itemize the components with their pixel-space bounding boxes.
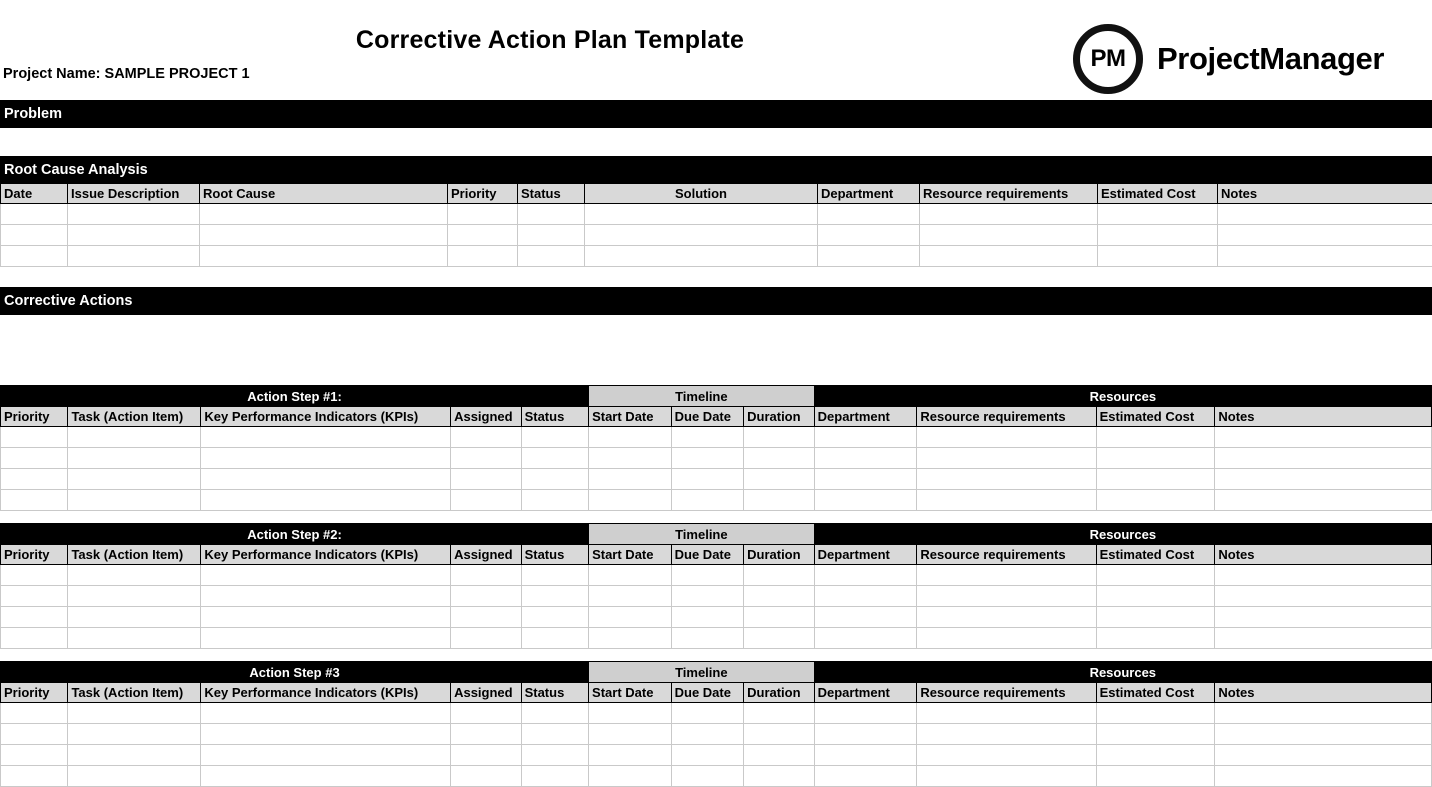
cell-notes[interactable] xyxy=(1215,469,1432,490)
cell-priority[interactable] xyxy=(1,469,68,490)
cell-solution[interactable] xyxy=(585,225,818,246)
cell-issue-description[interactable] xyxy=(68,204,200,225)
col-issue-description: Issue Description xyxy=(68,184,200,204)
cell-department[interactable] xyxy=(814,607,917,628)
cell-status[interactable] xyxy=(521,490,589,511)
cell-estimated-cost[interactable] xyxy=(1096,607,1215,628)
cell-estimated-cost[interactable] xyxy=(1096,724,1215,745)
cell-notes[interactable] xyxy=(1215,766,1432,787)
cell-solution[interactable] xyxy=(585,246,818,267)
cell-status[interactable] xyxy=(521,703,588,724)
col-department: Department xyxy=(814,407,917,427)
cell-assigned[interactable] xyxy=(451,607,521,628)
cell-department[interactable] xyxy=(814,628,917,649)
cell-kpis[interactable] xyxy=(201,628,451,649)
cell-start-date[interactable] xyxy=(589,448,672,469)
cell-estimated-cost[interactable] xyxy=(1098,246,1218,267)
cell-department[interactable] xyxy=(814,448,917,469)
action-step-title: Action Step #2: xyxy=(1,524,589,545)
cell-status[interactable] xyxy=(521,766,588,787)
cell-start-date[interactable] xyxy=(589,724,672,745)
col-status: Status xyxy=(521,545,589,565)
action-step-3-table xyxy=(0,661,1432,787)
cell-status[interactable] xyxy=(521,724,588,745)
cell-assigned[interactable] xyxy=(451,724,521,745)
cell-assigned[interactable] xyxy=(451,565,521,586)
cell-date[interactable] xyxy=(1,246,68,267)
cell-kpis[interactable] xyxy=(201,745,451,766)
cell-resource-requirements[interactable] xyxy=(917,724,1096,745)
cell-assigned[interactable] xyxy=(451,490,521,511)
spacer xyxy=(0,511,1432,523)
col-notes: Notes xyxy=(1215,407,1432,427)
cell-status[interactable] xyxy=(521,469,589,490)
cell-resource-requirements[interactable] xyxy=(920,246,1098,267)
cell-notes[interactable] xyxy=(1215,745,1432,766)
cell-kpis[interactable] xyxy=(201,490,451,511)
cell-estimated-cost[interactable] xyxy=(1096,586,1215,607)
spacer xyxy=(0,649,1432,661)
cell-estimated-cost[interactable] xyxy=(1096,448,1215,469)
col-duration: Duration xyxy=(744,545,815,565)
table-header-row xyxy=(1,545,1432,565)
cell-task[interactable] xyxy=(68,490,201,511)
cell-status[interactable] xyxy=(521,607,589,628)
cell-issue-description[interactable] xyxy=(68,225,200,246)
cell-start-date[interactable] xyxy=(589,586,672,607)
cell-duration[interactable] xyxy=(744,427,815,448)
cell-task[interactable] xyxy=(68,724,201,745)
col-duration: Duration xyxy=(744,407,815,427)
group-resources: Resources xyxy=(814,524,1431,545)
action-step-group-row xyxy=(1,524,1432,545)
cell-estimated-cost[interactable] xyxy=(1096,469,1215,490)
col-duration: Duration xyxy=(744,683,815,703)
cell-status[interactable] xyxy=(518,246,585,267)
col-resource-requirements: Resource requirements xyxy=(917,545,1096,565)
col-resource-requirements: Resource requirements xyxy=(917,407,1096,427)
cell-start-date[interactable] xyxy=(589,703,672,724)
col-notes: Notes xyxy=(1215,683,1432,703)
table-row[interactable] xyxy=(1,766,1432,787)
page-title: Corrective Action Plan Template xyxy=(0,26,1100,55)
cell-assigned[interactable] xyxy=(451,745,521,766)
col-assigned: Assigned xyxy=(451,545,521,565)
cell-resource-requirements[interactable] xyxy=(917,766,1096,787)
table-header-row xyxy=(1,683,1432,703)
table-row[interactable] xyxy=(1,745,1432,766)
cell-task[interactable] xyxy=(68,469,201,490)
cell-notes[interactable] xyxy=(1218,204,1432,225)
cell-kpis[interactable] xyxy=(201,586,451,607)
col-notes: Notes xyxy=(1218,184,1432,204)
cell-resource-requirements[interactable] xyxy=(917,607,1096,628)
table-row[interactable] xyxy=(1,204,1432,225)
col-due-date: Due Date xyxy=(671,407,743,427)
cell-duration[interactable] xyxy=(744,766,815,787)
col-kpis: Key Performance Indicators (KPIs) xyxy=(201,683,451,703)
cell-duration[interactable] xyxy=(744,490,815,511)
cell-status[interactable] xyxy=(521,628,589,649)
cell-department[interactable] xyxy=(814,724,917,745)
col-root-cause: Root Cause xyxy=(200,184,448,204)
cell-due-date[interactable] xyxy=(671,703,744,724)
cell-due-date[interactable] xyxy=(671,607,743,628)
table-row[interactable] xyxy=(1,724,1432,745)
cell-task[interactable] xyxy=(68,766,201,787)
cell-notes[interactable] xyxy=(1215,565,1432,586)
col-status: Status xyxy=(521,683,588,703)
cell-due-date[interactable] xyxy=(671,745,744,766)
cell-department[interactable] xyxy=(814,565,917,586)
cell-duration[interactable] xyxy=(744,469,815,490)
cell-resource-requirements[interactable] xyxy=(917,628,1096,649)
table-row[interactable] xyxy=(1,586,1432,607)
cell-duration[interactable] xyxy=(744,628,815,649)
section-problem: Problem xyxy=(0,100,1432,128)
col-solution: Solution xyxy=(585,184,818,204)
table-row[interactable] xyxy=(1,246,1432,267)
cell-notes[interactable] xyxy=(1215,607,1432,628)
cell-department[interactable] xyxy=(818,225,920,246)
cell-resource-requirements[interactable] xyxy=(917,427,1096,448)
cell-start-date[interactable] xyxy=(589,490,672,511)
cell-duration[interactable] xyxy=(744,586,815,607)
cell-kpis[interactable] xyxy=(201,469,451,490)
pm-circle-icon: PM xyxy=(1073,24,1143,94)
cell-status[interactable] xyxy=(521,427,589,448)
cell-due-date[interactable] xyxy=(671,427,743,448)
cell-status[interactable] xyxy=(518,204,585,225)
action-step-title: Action Step #3 xyxy=(1,662,589,683)
cell-priority[interactable] xyxy=(448,225,518,246)
cell-task[interactable] xyxy=(68,745,201,766)
cell-due-date[interactable] xyxy=(671,628,743,649)
cell-estimated-cost[interactable] xyxy=(1096,490,1215,511)
cell-root-cause[interactable] xyxy=(200,246,448,267)
group-timeline: Timeline xyxy=(589,524,815,545)
cell-estimated-cost[interactable] xyxy=(1096,628,1215,649)
cell-resource-requirements[interactable] xyxy=(917,490,1096,511)
cell-task[interactable] xyxy=(68,565,201,586)
col-resource-requirements: Resource requirements xyxy=(917,683,1096,703)
cell-notes[interactable] xyxy=(1218,225,1432,246)
cell-duration[interactable] xyxy=(744,745,815,766)
table-row[interactable] xyxy=(1,225,1432,246)
col-start-date: Start Date xyxy=(589,545,672,565)
col-due-date: Due Date xyxy=(671,545,743,565)
table-row[interactable] xyxy=(1,565,1432,586)
cell-priority[interactable] xyxy=(1,448,68,469)
cell-department[interactable] xyxy=(814,766,917,787)
cell-task[interactable] xyxy=(68,703,201,724)
cell-status[interactable] xyxy=(521,745,588,766)
cell-date[interactable] xyxy=(1,225,68,246)
cell-estimated-cost[interactable] xyxy=(1096,565,1215,586)
col-start-date: Start Date xyxy=(589,683,672,703)
cell-department[interactable] xyxy=(814,427,917,448)
cell-duration[interactable] xyxy=(744,703,815,724)
action-step-group-row xyxy=(1,662,1432,683)
col-resource-requirements: Resource requirements xyxy=(920,184,1098,204)
cell-department[interactable] xyxy=(814,745,917,766)
cell-priority[interactable] xyxy=(1,724,68,745)
cell-resource-requirements[interactable] xyxy=(917,565,1096,586)
cell-assigned[interactable] xyxy=(451,469,521,490)
cell-priority[interactable] xyxy=(448,204,518,225)
cell-due-date[interactable] xyxy=(671,766,744,787)
cell-priority[interactable] xyxy=(1,586,68,607)
cell-task[interactable] xyxy=(68,448,201,469)
col-due-date: Due Date xyxy=(671,683,744,703)
cell-status[interactable] xyxy=(521,565,589,586)
action-step-title: Action Step #1: xyxy=(1,386,589,407)
cell-estimated-cost[interactable] xyxy=(1096,745,1215,766)
cell-start-date[interactable] xyxy=(589,607,672,628)
cell-task[interactable] xyxy=(68,607,201,628)
col-estimated-cost: Estimated Cost xyxy=(1096,407,1215,427)
project-name-label: Project Name: SAMPLE PROJECT 1 xyxy=(3,66,250,82)
cell-resource-requirements[interactable] xyxy=(917,586,1096,607)
table-header-row xyxy=(1,407,1432,427)
cell-department[interactable] xyxy=(818,246,920,267)
table-row[interactable] xyxy=(1,490,1432,511)
brand-logo xyxy=(1073,24,1384,94)
col-priority: Priority xyxy=(448,184,518,204)
cell-kpis[interactable] xyxy=(201,565,451,586)
table-row[interactable] xyxy=(1,427,1432,448)
cell-duration[interactable] xyxy=(744,448,815,469)
cell-department[interactable] xyxy=(814,586,917,607)
col-status: Status xyxy=(518,184,585,204)
col-kpis: Key Performance Indicators (KPIs) xyxy=(201,407,451,427)
col-start-date: Start Date xyxy=(589,407,672,427)
group-timeline: Timeline xyxy=(589,662,815,683)
cell-priority[interactable] xyxy=(1,766,68,787)
cell-notes[interactable] xyxy=(1218,246,1432,267)
table-row[interactable] xyxy=(1,628,1432,649)
cell-kpis[interactable] xyxy=(201,607,451,628)
cell-estimated-cost[interactable] xyxy=(1098,225,1218,246)
cell-notes[interactable] xyxy=(1215,490,1432,511)
cell-priority[interactable] xyxy=(1,427,68,448)
cell-status[interactable] xyxy=(518,225,585,246)
cell-due-date[interactable] xyxy=(671,586,743,607)
cell-assigned[interactable] xyxy=(451,586,521,607)
root-cause-table xyxy=(0,184,1432,267)
cell-due-date[interactable] xyxy=(671,490,743,511)
table-header-row xyxy=(1,184,1432,204)
cell-priority[interactable] xyxy=(1,490,68,511)
cell-start-date[interactable] xyxy=(589,628,672,649)
col-estimated-cost: Estimated Cost xyxy=(1096,545,1215,565)
section-corrective-actions: Corrective Actions xyxy=(0,287,1432,315)
spacer xyxy=(0,315,1432,385)
col-priority: Priority xyxy=(1,683,68,703)
cell-resource-requirements[interactable] xyxy=(917,745,1096,766)
cell-notes[interactable] xyxy=(1215,448,1432,469)
cell-start-date[interactable] xyxy=(589,745,672,766)
cell-issue-description[interactable] xyxy=(68,246,200,267)
cell-department[interactable] xyxy=(814,469,917,490)
brand-name: ProjectManager xyxy=(1157,41,1384,77)
cell-date[interactable] xyxy=(1,204,68,225)
cell-root-cause[interactable] xyxy=(200,204,448,225)
document-header xyxy=(0,0,1432,100)
cell-priority[interactable] xyxy=(1,703,68,724)
col-notes: Notes xyxy=(1215,545,1432,565)
cell-start-date[interactable] xyxy=(589,469,672,490)
cell-solution[interactable] xyxy=(585,204,818,225)
col-estimated-cost: Estimated Cost xyxy=(1096,683,1215,703)
col-department: Department xyxy=(818,184,920,204)
cell-assigned[interactable] xyxy=(451,766,521,787)
col-date: Date xyxy=(1,184,68,204)
table-row[interactable] xyxy=(1,448,1432,469)
col-department: Department xyxy=(814,545,917,565)
cell-duration[interactable] xyxy=(744,724,815,745)
cell-kpis[interactable] xyxy=(201,703,451,724)
spacer xyxy=(0,128,1432,156)
action-step-1-table xyxy=(0,385,1432,511)
cell-department[interactable] xyxy=(814,703,917,724)
action-step-2-table xyxy=(0,523,1432,649)
col-kpis: Key Performance Indicators (KPIs) xyxy=(201,545,451,565)
cell-priority[interactable] xyxy=(1,565,68,586)
col-department: Department xyxy=(814,683,917,703)
cell-root-cause[interactable] xyxy=(200,225,448,246)
cell-start-date[interactable] xyxy=(589,565,672,586)
cell-kpis[interactable] xyxy=(201,427,451,448)
col-estimated-cost: Estimated Cost xyxy=(1098,184,1218,204)
cell-assigned[interactable] xyxy=(451,448,521,469)
cell-start-date[interactable] xyxy=(589,766,672,787)
col-task: Task (Action Item) xyxy=(68,407,201,427)
cell-resource-requirements[interactable] xyxy=(917,703,1096,724)
cell-priority[interactable] xyxy=(1,607,68,628)
cell-resource-requirements[interactable] xyxy=(920,225,1098,246)
cell-kpis[interactable] xyxy=(201,724,451,745)
cell-assigned[interactable] xyxy=(451,427,521,448)
cell-notes[interactable] xyxy=(1215,703,1432,724)
cell-department[interactable] xyxy=(814,490,917,511)
cell-due-date[interactable] xyxy=(671,469,743,490)
table-row[interactable] xyxy=(1,703,1432,724)
cell-notes[interactable] xyxy=(1215,427,1432,448)
cell-assigned[interactable] xyxy=(451,628,521,649)
cell-estimated-cost[interactable] xyxy=(1096,766,1215,787)
cell-notes[interactable] xyxy=(1215,628,1432,649)
spacer xyxy=(0,267,1432,287)
cell-resource-requirements[interactable] xyxy=(917,448,1096,469)
cell-duration[interactable] xyxy=(744,607,815,628)
action-step-group-row xyxy=(1,386,1432,407)
group-timeline: Timeline xyxy=(589,386,815,407)
cell-task[interactable] xyxy=(68,586,201,607)
cell-task[interactable] xyxy=(68,427,201,448)
cell-priority[interactable] xyxy=(1,745,68,766)
cell-resource-requirements[interactable] xyxy=(917,469,1096,490)
col-assigned: Assigned xyxy=(451,407,521,427)
table-row[interactable] xyxy=(1,607,1432,628)
cell-status[interactable] xyxy=(521,586,589,607)
cell-duration[interactable] xyxy=(744,565,815,586)
cell-status[interactable] xyxy=(521,448,589,469)
cell-priority[interactable] xyxy=(1,628,68,649)
col-status: Status xyxy=(521,407,589,427)
cell-department[interactable] xyxy=(818,204,920,225)
section-root-cause-analysis: Root Cause Analysis xyxy=(0,156,1432,184)
cell-start-date[interactable] xyxy=(589,427,672,448)
col-priority: Priority xyxy=(1,407,68,427)
cell-due-date[interactable] xyxy=(671,565,743,586)
cell-notes[interactable] xyxy=(1215,586,1432,607)
table-row[interactable] xyxy=(1,469,1432,490)
group-resources: Resources xyxy=(814,386,1431,407)
cell-due-date[interactable] xyxy=(671,724,744,745)
group-resources: Resources xyxy=(814,662,1431,683)
cell-estimated-cost[interactable] xyxy=(1096,703,1215,724)
cell-due-date[interactable] xyxy=(671,448,743,469)
cell-estimated-cost[interactable] xyxy=(1098,204,1218,225)
cell-notes[interactable] xyxy=(1215,724,1432,745)
cell-resource-requirements[interactable] xyxy=(920,204,1098,225)
cell-priority[interactable] xyxy=(448,246,518,267)
cell-kpis[interactable] xyxy=(201,448,451,469)
cell-task[interactable] xyxy=(68,628,201,649)
col-task: Task (Action Item) xyxy=(68,545,201,565)
cell-assigned[interactable] xyxy=(451,703,521,724)
col-task: Task (Action Item) xyxy=(68,683,201,703)
col-priority: Priority xyxy=(1,545,68,565)
cell-kpis[interactable] xyxy=(201,766,451,787)
col-assigned: Assigned xyxy=(451,683,521,703)
cell-estimated-cost[interactable] xyxy=(1096,427,1215,448)
